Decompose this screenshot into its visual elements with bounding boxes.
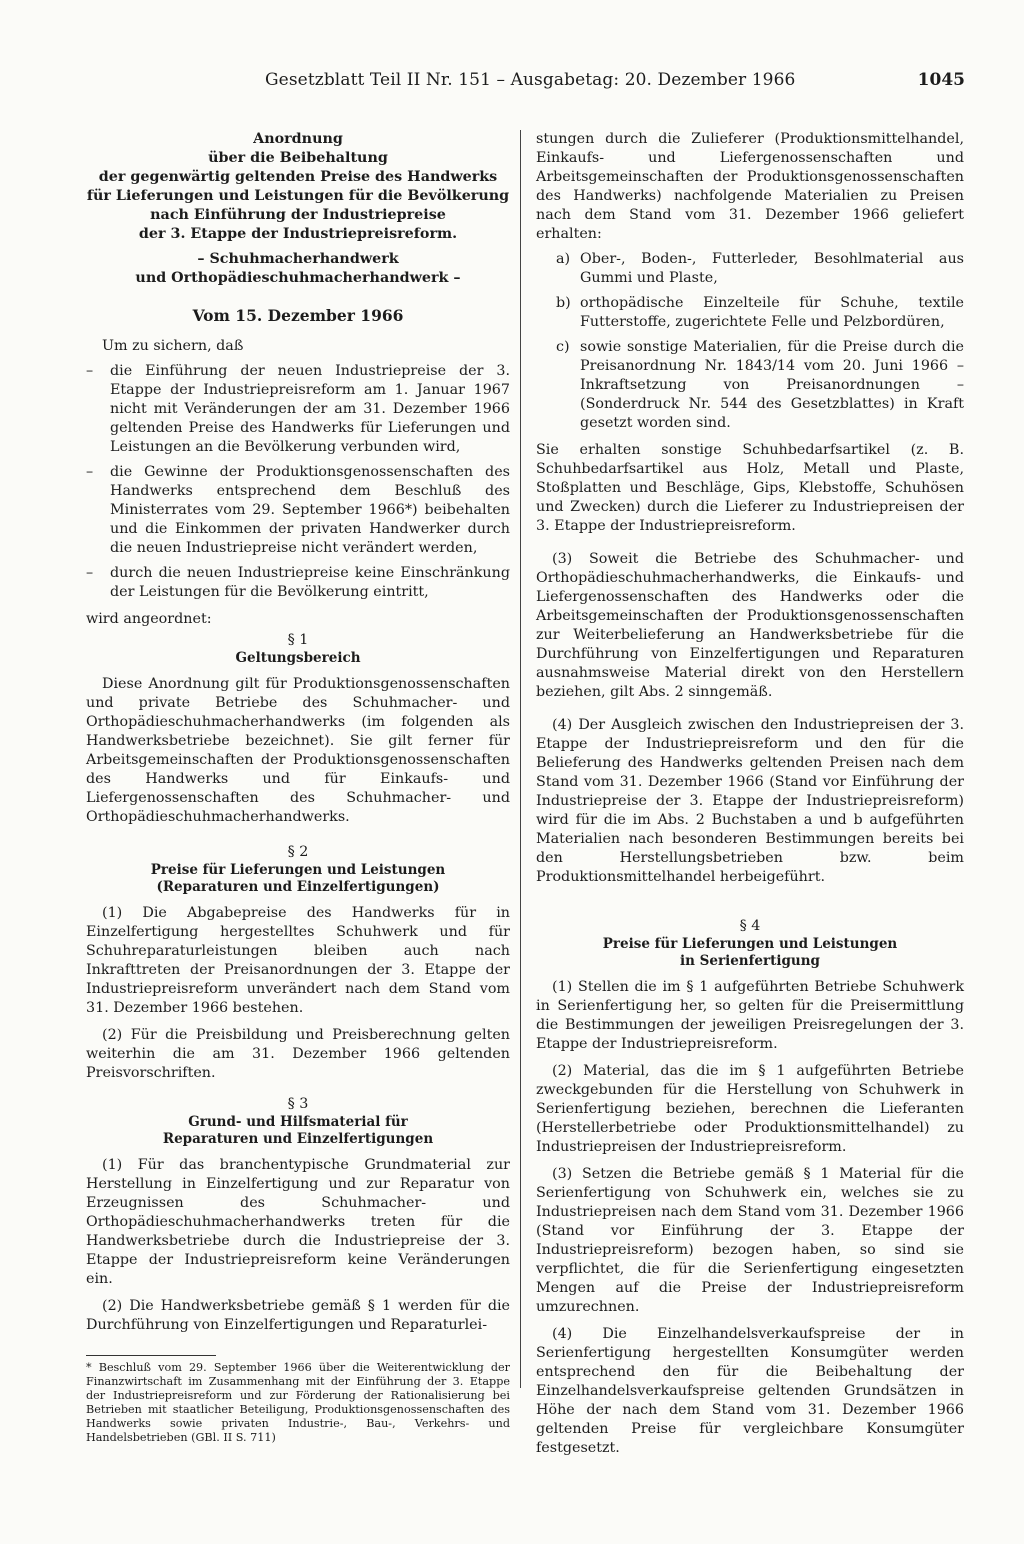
section-title: in Serienfertigung [679, 953, 820, 969]
section-number: § 2 [287, 844, 309, 860]
section-paragraph: (2) Material, das die im § 1 aufgeführten Betriebe zweckgebunden für die Herstellung von Schuhwerk in Serienfertigung beziehen, berechnen die Lieferanten (Herstellerbetriebe oder Produktionsmittelhandel) zu Industriepreisen der Industriepreisreform. [536, 1063, 964, 1155]
title-line: Anordnung [253, 131, 343, 147]
section-paragraph: (3) Setzen die Betriebe gemäß § 1 Material für die Serienfertigung von Schuhwerk ein, welches sie zu Industriepreisen nach dem Stand vom 31. Dezember 1966 (Stand vor Einführung der 3. Etappe der Industriepreisreform) bezogen haben, so sind sie verpflichtet, die für die Serienfertigung eingesetzten Mengen auf die Preise der Industriepreisreform umzurechnen. [536, 1166, 964, 1315]
intro-closing: wird angeordnet: [86, 611, 212, 627]
right-column [536, 130, 964, 1458]
intro-item [86, 463, 510, 558]
title-line: der gegenwärtig geltenden Preise des Handwerks [98, 169, 498, 185]
running-title: Gesetzblatt Teil II Nr. 151 – Ausgabetag: 20. Dezember 1966 [265, 70, 796, 90]
section-title: Reparaturen und Einzelfertigungen [162, 1131, 434, 1147]
section-paragraph: stungen durch die Zulieferer (Produktionsmittelhandel, Einkaufs- und Liefergenossenschaften und Arbeitsgemeinschaften der Produktionsgenossenschaften des Handwerks) nachfolgende Materialien zu Preisen nach dem Stand vom 31. Dezember 1966 geliefert erhalten: [536, 131, 964, 242]
section-title: Preise für Lieferungen und Leistungen [602, 936, 898, 952]
left-column [86, 130, 510, 1445]
item-mark: c) [556, 339, 570, 355]
section-title: (Reparaturen und Einzelfertigungen) [156, 879, 440, 895]
material-item [536, 250, 964, 288]
item-text: Ober-, Boden-, Futterleder, Besohlmaterial aus Gummi und Plaste, [580, 251, 964, 286]
section-paragraph: Sie erhalten sonstige Schuhbedarfsartikel (z. B. Schuhbedarfsartikel aus Holz, Metall und Plaste, Stoßplatten und Beschläge, Gips, Klebstoffe, Schuhösen und Zwecken) durch die Lieferer zu Industriepreisen der 3. Etappe der Industriepreisreform. [536, 442, 964, 534]
section-paragraph: (4) Der Ausgleich zwischen den Industriepreisen der 3. Etappe der Industriepreisreform und den für die Belieferung des Handwerks geltenden Preisen nach dem Stand vom 31. Dezember 1966 (Stand vor Einführung der Industriepreise der 3. Etappe der Industriepreisreform) wird für die im Abs. 2 Buchstaben a und b aufgeführten Materialien nach besonderen Bestimmungen bereits bei den Herstellungsbetrieben bzw. beim Produktionsmittelhandel herbeigeführt. [536, 717, 964, 885]
item-mark: b) [556, 295, 571, 311]
section-paragraph: (1) Für das branchentypische Grundmaterial zur Herstellung in Einzelfertigung und zur Reparatur von Erzeugnissen des Schuhmacher- und Orthopädieschuhmacherhandwerks treten für die Handwerksbetriebe durch die Industriepreise der 3. Etappe der Industriepreisreform keine Veränderungen ein. [86, 1157, 510, 1287]
document-date: Vom 15. Dezember 1966 [192, 306, 404, 325]
section-paragraph: (2) Für die Preisbildung und Preisberechnung gelten weiterhin die am 31. Dezember 1966 geltenden Preisvorschriften. [86, 1027, 510, 1081]
section-title: Grund- und Hilfsmaterial für [188, 1114, 408, 1130]
material-item [536, 338, 964, 433]
section-paragraph: Diese Anordnung gilt für Produktionsgenossenschaften und private Betriebe des Schuhmacher- und Orthopädieschuhmacherhandwerks (im folgenden als Handwerksbetriebe bezeichnet). Sie gilt ferner für Arbeitsgemeinschaften der Produktionsgenossenschaften des Handwerks und für Einkaufs- und Liefergenossenschaften des Schuhmacher- und Orthopädieschuhmacherhandwerks. [86, 676, 510, 825]
intro-item [86, 362, 510, 457]
intro-item-text: die Einführung der neuen Industriepreise der 3. Etappe der Industriepreisreform am 1. Januar 1967 nicht mit Veränderungen der am 31. Dezember 1966 geltenden Preise des Handwerks für Lieferungen und Leistungen an die Bevölkerung verbunden wird, [110, 363, 510, 455]
intro-item-text: die Gewinne der Produktionsgenossenschaften des Handwerks entsprechend dem Beschluß des Ministerrates vom 29. September 1966*) beibehalten und die Einkommen der privaten Handwerker durch die neuen Industriepreise nicht verändert werden, [110, 464, 510, 556]
title-line: der 3. Etappe der Industriepreisreform. [138, 226, 458, 242]
intro-item-text: durch die neuen Industriepreise keine Einschränkung der Leistungen für die Bevölkerung eintritt, [110, 565, 510, 600]
section-paragraph: (1) Die Abgabepreise des Handwerks für in Einzelfertigung hergestelltes Schuhwerk und für Schuhreparaturleistungen bleiben auch nach Inkrafttreten der Preisanordnungen der 3. Etappe der Industriepreisreform unverändert nach dem Stand vom 31. Dezember 1966 bestehen. [86, 905, 510, 1016]
section-paragraph: (2) Die Handwerksbetriebe gemäß § 1 werden für die Durchführung von Einzelfertigungen und Reparaturlei- [86, 1298, 510, 1333]
section-paragraph: (4) Die Einzelhandelsverkaufspreise der in Serienfertigung hergestellten Konsumgüter werden entsprechend den für die Beibehaltung der Einzelhandelsverkaufspreise geltenden Grundsätzen in Höhe der nach dem Stand vom 31. Dezember 1966 geltenden Preise für vergleichbare Konsumgüter festgesetzt. [536, 1326, 964, 1456]
section-title: Geltungsbereich [235, 650, 361, 666]
document-title [86, 130, 510, 288]
running-header [265, 70, 965, 96]
section-title: Preise für Lieferungen und Leistungen [150, 862, 446, 878]
section-number: § 4 [739, 918, 761, 934]
title-line: nach Einführung der Industriepreise [150, 207, 446, 223]
column-divider [520, 130, 521, 1388]
subtitle-line: – Schuhmacherhandwerk [197, 251, 399, 267]
footnote-rule [86, 1355, 216, 1356]
dash-mark: – [86, 363, 94, 379]
material-item [536, 294, 964, 332]
item-mark: a) [556, 251, 571, 267]
footnote: * Beschluß vom 29. September 1966 über die Weiterentwicklung der Finanzwirtschaft im Zusammenhang mit der Einführung der 3. Etappe der Industriepreisreform und zur Förderung der Rationalisierung bei Betrieben mit staatlicher Beteiligung, Produktionsgenossenschaften des Handwerks sowie privaten Industrie-, Bau-, Verkehrs- und Handelsbetrieben (GBl. II S. 711) [86, 1361, 510, 1444]
section-paragraph: (1) Stellen die im § 1 aufgeführten Betriebe Schuhwerk in Serienfertigung her, so gelten für die Preisermittlung die Bestimmungen der jeweiligen Preisregelungen der 3. Etappe der Industriepreisreform. [536, 979, 964, 1052]
title-line: für Lieferungen und Leistungen für die Bevölkerung [86, 188, 510, 204]
section-number: § 3 [287, 1096, 309, 1112]
intro-item [86, 564, 510, 602]
dash-mark: – [86, 464, 94, 480]
item-text: orthopädische Einzelteile für Schuhe, textile Futterstoffe, zugerichtete Felle und Pelzbordüren, [580, 295, 964, 330]
section-number: § 1 [287, 632, 309, 648]
subtitle-line: und Orthopädieschuhmacherhandwerk – [135, 270, 461, 286]
title-line: über die Beibehaltung [208, 150, 388, 166]
page-number: 1045 [917, 70, 965, 90]
intro-lead: Um zu sichern, daß [102, 338, 244, 354]
dash-mark: – [86, 565, 94, 581]
section-paragraph: (3) Soweit die Betriebe des Schuhmacher- und Orthopädieschuhmacherhandwerks, die Einkaufs- und Liefergenossenschaften des Handwerks oder die Arbeitsgemeinschaften der Produktionsgenossenschaften zur Weiterbelieferung an Handwerksbetriebe für die Durchführung von Einzelfertigungen und Reparaturen ausnahmsweise Material direkt von den Herstellern beziehen, gilt Abs. 2 sinngemäß. [536, 551, 964, 700]
item-text: sowie sonstige Materialien, für die Preise durch die Preisanordnung Nr. 1843/14 vom 20. Juni 1966 – Inkraftsetzung von Preisanordnungen – (Sonderdruck Nr. 544 des Gesetzblattes) in Kraft gesetzt worden sind. [580, 339, 964, 431]
